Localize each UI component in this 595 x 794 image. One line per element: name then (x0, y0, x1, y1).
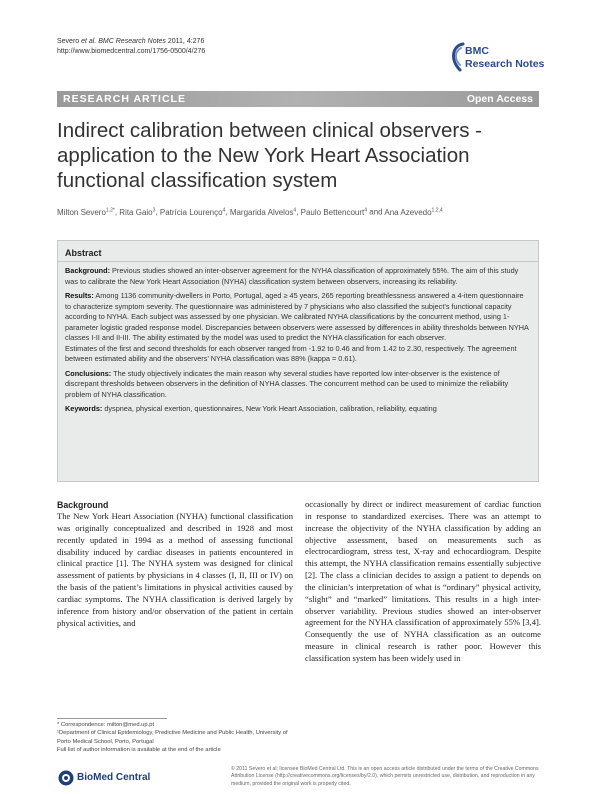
abstract-background: Background: Previous studies showed an inter-observer agreement for the NYHA classification of approximately 55%. The aim of this study was to calibrate the New York Heart Association (NYHA) classification system between observers, increasing its reliability. (65, 266, 519, 286)
author[interactable]: Margarida Alvelos$^4$ (229, 207, 297, 217)
abstract-heading: Abstract (65, 248, 102, 258)
abstract-conclusions: Conclusions: The study objectively indicates the main reason why several studies have reported low inter-observer is the existence of discrepant thresholds between observers in the definition of NYHA classes. The concurrent method can be used to minimize the reliability problem of NYHA classification. (65, 368, 509, 399)
citation-journal: et al. BMC Research Notes (81, 38, 166, 45)
article-title: Indirect calibration between clinical observers - application to the New York Heart Association functional classification system (57, 119, 483, 192)
author-info-note: Full list of author information is available at the end of the article (57, 747, 221, 754)
citation-line (57, 37, 204, 47)
citation-volume: 2011, 4:276 (165, 38, 205, 45)
copyright-notice: © 2011 Severo et al; licensee BioMed Central Ltd. This is an open access article distributed under the terms of the Creative Commons Attribution License (http://creativecommons.org/licenses/by/2.0), which permits unrestricted use, distribution, and reproduction in any medium, provided the original work is properly cited. (231, 766, 539, 787)
publisher-logo (57, 769, 167, 789)
article-type-banner (57, 91, 539, 107)
citation-authors: Severo (57, 38, 82, 45)
abstract-results: Results: Among 1136 community-dwellers in Porto, Portugal, aged ≥ 45 years, 265 reporting breathlessness answered a 4-item questionnaire to characterize symptom severity. The questionnaire was administered by 7 physicians who also classified the subject’s functional capacity according to NYHA. Each subject was assessed by one physician. We calibrated NYHA classifications by the concurrent method, using 1-parameter logistic graded response model. Discrepancies between observers were assessed by differences in ability thresholds between NYHA classes I-II and II-III. The ability estimated by the model was used to predict the NYHA classification for each observer. (65, 291, 529, 342)
abstract-results-cont: Estimates of the first and second thresholds for each observer ranged from -1.92 to 0.46 and from 1.42 to 2.30, respectively. The agreement between estimated ability and the observers’ NYHA classification was 88% (kappa = 0.61). (65, 343, 517, 363)
publisher-logo-text: BioMed Central (77, 772, 151, 783)
body-column-right (305, 499, 541, 665)
body-paragraph: The New York Heart Association (NYHA) functional classification was originally conceptualized and described in 1928 and most recently updated in 1994 as a method of assessing functional disability induced by cardiac diseases in patients encountered in clinical practice [1]. The NYHA system was designed for clinical assessment of patients by physicians in 4 classes (I, II, III or IV) on the basis of the patient’s limitations in physical activities caused by cardiac symptoms. The NYHA classification is derived largely by inference from history and/or observation of the patient in certain physical activities, and (57, 511, 293, 628)
author-list: Milton Severo$^{1,2*}$, Rita Gaio$^3$, Patrícia Lourenço$^4$, Margarida Alvelos$^4$, Paulo Bettencourt$^4$ and Ana Azevedo$^{1,2,4}$ (57, 207, 443, 217)
abstract-divider (58, 261, 538, 262)
article-type-label: RESEARCH ARTICLE (63, 93, 186, 105)
section-heading-background: Background (57, 500, 109, 510)
author[interactable]: Rita Gaio$^3$ (119, 207, 156, 217)
author[interactable]: Paulo Bettencourt$^4$ (300, 207, 368, 217)
abstract-box (57, 240, 539, 482)
abstract-body (65, 266, 531, 419)
footnotes (57, 721, 297, 755)
article-url[interactable]: http://www.biomedcentral.com/1756-0500/4/276 (57, 48, 206, 55)
journal-logo (448, 40, 568, 76)
open-access-label: Open Access (466, 93, 533, 105)
body-paragraph: occasionally by direct or indirect measurement of cardiac function in response to standardized exercises. There was an attempt to increase the objectivity of the NYHA classification by adding an objective assessment, based on measurements such as electrocardiogram, stress test, X-ray and echocardiogram. Despite this attempt, the NYHA classification remains essentially subjective [2]. The class a clinician decides to assign a patient to depends on the clinician’s interpretation of what is “ordinary” physical activity, “slight” and “marked” limitations. This results in a high inter-observer variability. Previous studies showed an inter-observer agreement for the NYHA classification of approximately 55% [3,4]. Consequently the use of NYHA classification as an outcome measure in clinical research is rather poor. However this classification system has been widely used in (305, 499, 541, 663)
footnote-divider (57, 718, 167, 719)
author[interactable]: Milton Severo$^{1,2*}$ (57, 207, 115, 217)
author[interactable]: Ana Azevedo$^{1,2,4}$ (384, 207, 443, 217)
journal-logo-line2: Research Notes (465, 58, 545, 70)
correspondence-note[interactable]: * Correspondence: milton@med.up.pt (57, 722, 155, 728)
author[interactable]: Patrícia Lourenço$^4$ (159, 207, 226, 217)
affiliation-note: ¹Department of Clinical Epidemiology, Predictive Medicine and Public Health, University of Porto Medical School, Porto, Portugal (57, 730, 288, 745)
journal-logo-icon (448, 40, 466, 74)
abstract-keywords: Keywords: dyspnea, physical exertion, questionnaires, New York Heart Association, calibration, reliability, equating (65, 404, 437, 413)
journal-logo-line1: BMC (465, 45, 489, 57)
publisher-logo-icon (57, 769, 75, 787)
body-column-left (57, 499, 293, 629)
